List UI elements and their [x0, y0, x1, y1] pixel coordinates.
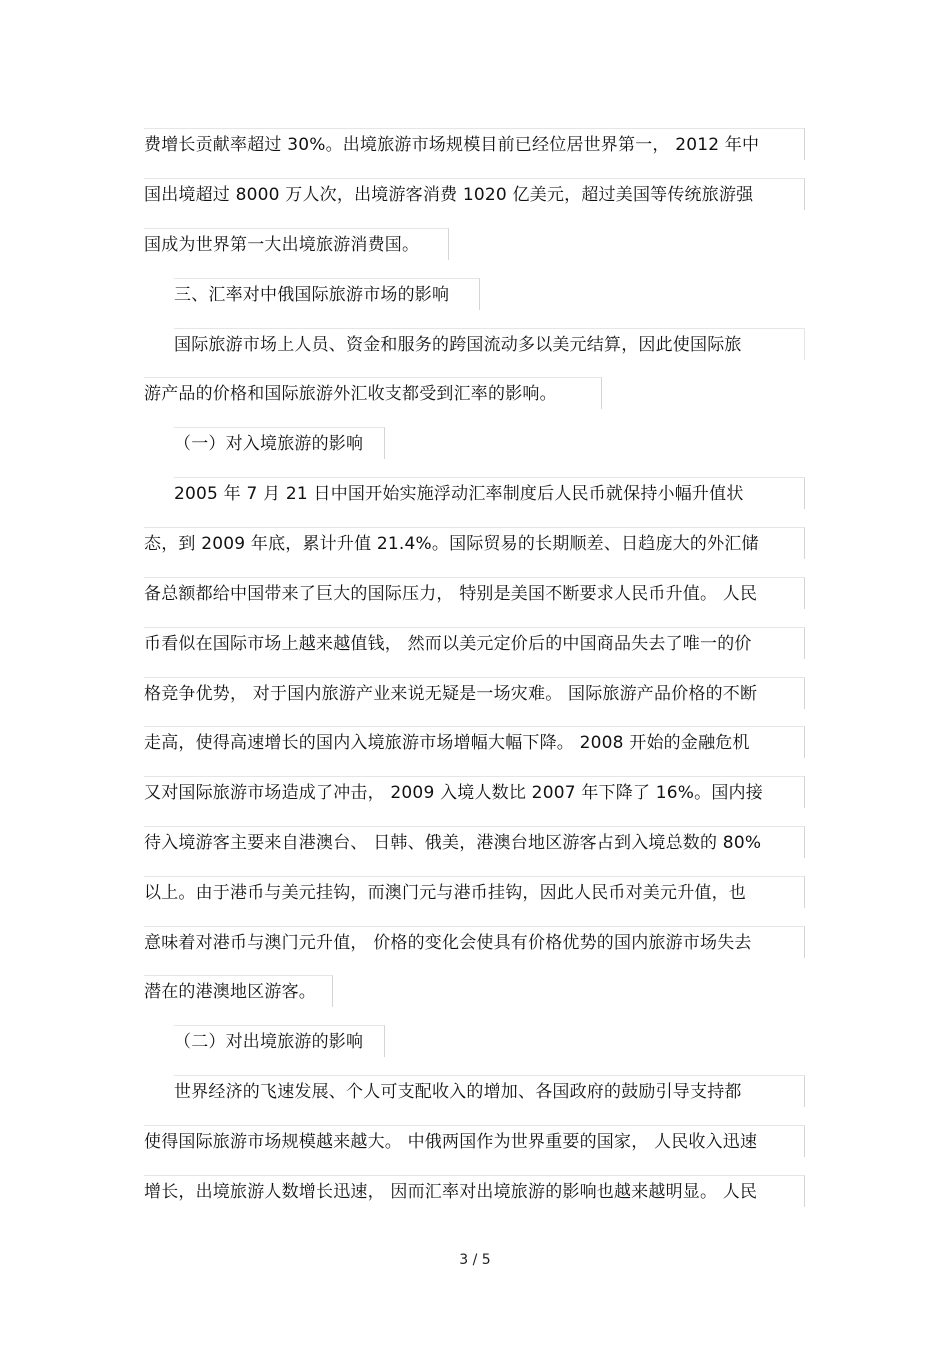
- body-text-line: 币看似在国际市场上越来越值钱， 然而以美元定价后的中国商品失去了唯一的价: [144, 627, 805, 659]
- subsection-heading: （二）对出境旅游的影响: [174, 1025, 385, 1057]
- body-text-line: 国成为世界第一大出境旅游消费国。: [144, 228, 449, 260]
- page-number: 3 / 5: [459, 1252, 491, 1268]
- body-text-line: 态，到 2009 年底，累计升值 21.4%。国际贸易的长期顺差、日趋庞大的外汇储: [144, 527, 805, 559]
- body-text-line: 国出境超过 8000 万人次，出境游客消费 1020 亿美元，超过美国等传统旅游强: [144, 178, 805, 210]
- body-text-line: 意味着对港币与澳门元升值， 价格的变化会使具有价格优势的国内旅游市场失去: [144, 926, 805, 958]
- paragraph-first-line: 世界经济的飞速发展、个人可支配收入的增加、各国政府的鼓励引导支持都: [174, 1075, 805, 1107]
- body-text-line: 格竞争优势， 对于国内旅游产业来说无疑是一场灾难。 国际旅游产品价格的不断: [144, 677, 805, 709]
- body-text-line: 备总额都给中国带来了巨大的国际压力， 特别是美国不断要求人民币升值。 人民: [144, 577, 805, 609]
- body-text-line: 以上。由于港币与美元挂钩，而澳门元与港币挂钩，因此人民币对美元升值，也: [144, 876, 805, 908]
- body-text-line: 使得国际旅游市场规模越来越大。 中俄两国作为世界重要的国家， 人民收入迅速: [144, 1125, 805, 1157]
- body-text-line: 潜在的港澳地区游客。: [144, 975, 333, 1007]
- body-text-line: 游产品的价格和国际旅游外汇收支都受到汇率的影响。: [144, 377, 602, 409]
- section-heading: 三、汇率对中俄国际旅游市场的影响: [174, 278, 480, 310]
- paragraph-first-line: 国际旅游市场上人员、资金和服务的跨国流动多以美元结算，因此使国际旅: [174, 328, 805, 360]
- paragraph-first-line: 2005 年 7 月 21 日中国开始实施浮动汇率制度后人民币就保持小幅升值状: [174, 477, 805, 509]
- body-text-line: 待入境游客主要来自港澳台、 日韩、俄美，港澳台地区游客占到入境总数的 80%: [144, 826, 805, 858]
- body-text-line: 费增长贡献率超过 30%。出境旅游市场规模目前已经位居世界第一， 2012 年中: [144, 128, 805, 160]
- body-text-line: 走高，使得高速增长的国内入境旅游市场增幅大幅下降。 2008 开始的金融危机: [144, 726, 805, 758]
- body-text-line: 增长，出境旅游人数增长迅速， 因而汇率对出境旅游的影响也越来越明显。 人民: [144, 1175, 805, 1207]
- body-text-line: 又对国际旅游市场造成了冲击， 2009 入境人数比 2007 年下降了 16%。国内接: [144, 776, 805, 808]
- subsection-heading: （一）对入境旅游的影响: [174, 427, 385, 459]
